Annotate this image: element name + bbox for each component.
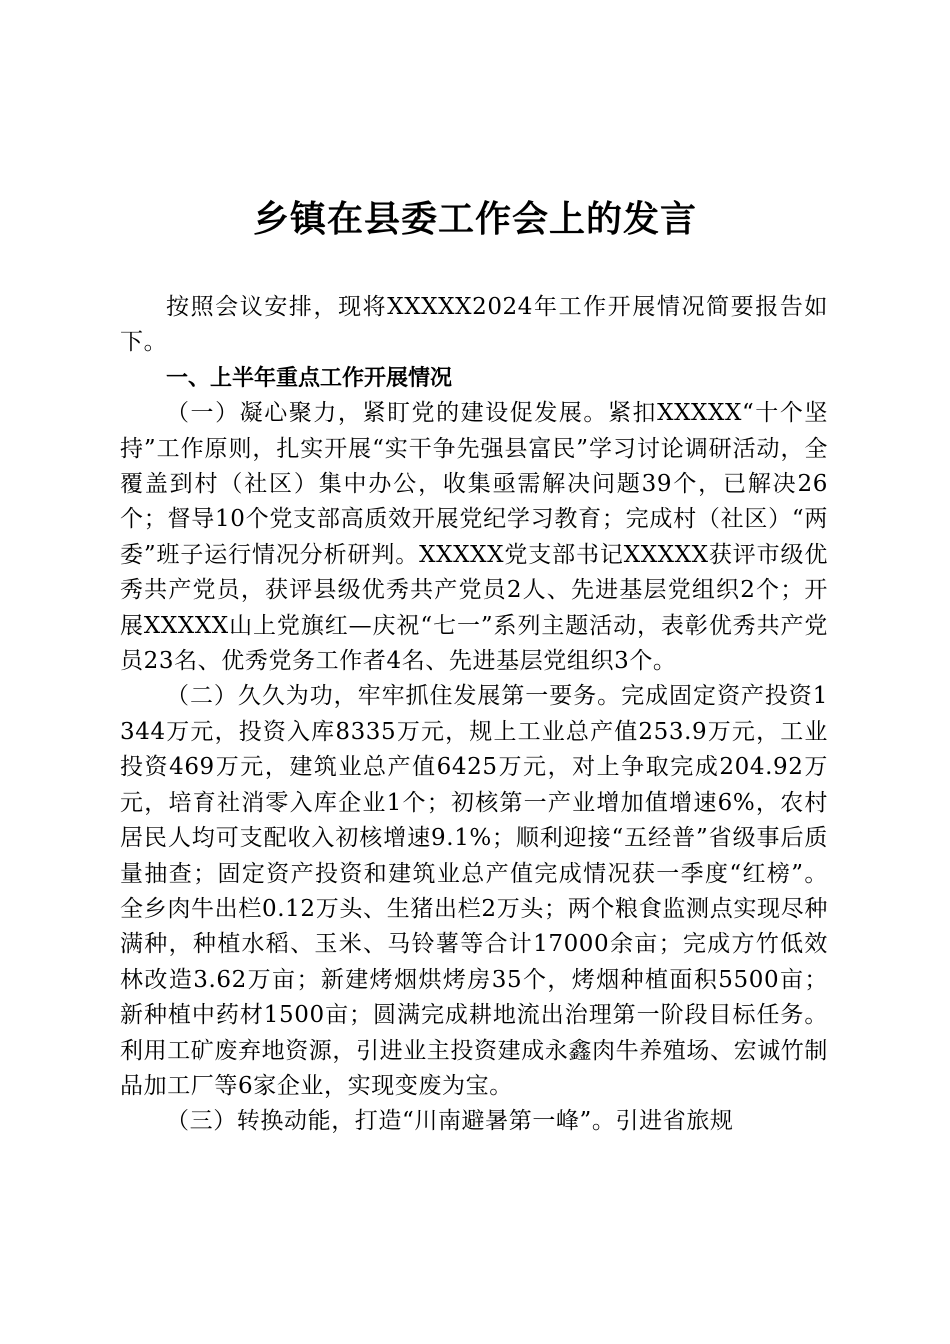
section-heading: 一、上半年重点工作开展情况 bbox=[166, 365, 453, 391]
document-title: 乡镇在县委工作会上的发言 bbox=[252, 198, 697, 240]
document-body bbox=[120, 290, 828, 1140]
intro-paragraph: 按照会议安排，现将XXXXX2024年工作开展情况简要报告如下。 bbox=[120, 294, 828, 356]
paragraph-tourism: （三）转换动能，打造“川南避暑第一峰”。引进省旅规 bbox=[166, 1108, 734, 1135]
paragraph-development: （二）久久为功，牢牢抓住发展第一要务。完成固定资产投资1344万元，投资入库8335万元，规上工业总产值253.9万元，工业投资469万元，建筑业总产值6425万元，对上争取完成204.92万元，培育社消零入库企业1个；初核第一产业增加值增速6%，农村居民人均可支配收入初核增速9.1%；顺利迎接“五经普”省级事后质量抽查；固定资产投资和建筑业总产值完成情况获一季度“红榜”。全乡肉牛出栏0.12万头、生猪出栏2万头；两个粮食监测点实现尽种满种，种植水稻、玉米、马铃薯等合计17000余亩；完成方竹低效林改造3.62万亩；新建烤烟烘烤房35个，烤烟种植面积5500亩；新种植中药材1500亩；圆满完成耕地流出治理第一阶段目标任务。利用工矿废弃地资源，引进业主投资建成永鑫肉牛养殖场、宏诚竹制品加工厂等6家企业，实现变废为宝。 bbox=[120, 683, 828, 1099]
paragraph-party-building: （一）凝心聚力，紧盯党的建设促发展。紧扣XXXXX“十个坚持”工作原则，扎实开展“实干争先强县富民”学习讨论调研活动，全覆盖到村（社区）集中办公，收集亟需解决问题39个，已解决26个；督导10个党支部高质效开展党纪学习教育；完成村（社区）“两委”班子运行情况分析研判。XXXXX党支部书记XXXXX获评市级优秀共产党员，获评县级优秀共产党员2人、先进基层党组织2个；开展XXXXX山上党旗红—庆祝“七一”系列主题活动，表彰优秀共产党员23名、优秀党务工作者4名、先进基层党组织3个。 bbox=[120, 400, 828, 675]
